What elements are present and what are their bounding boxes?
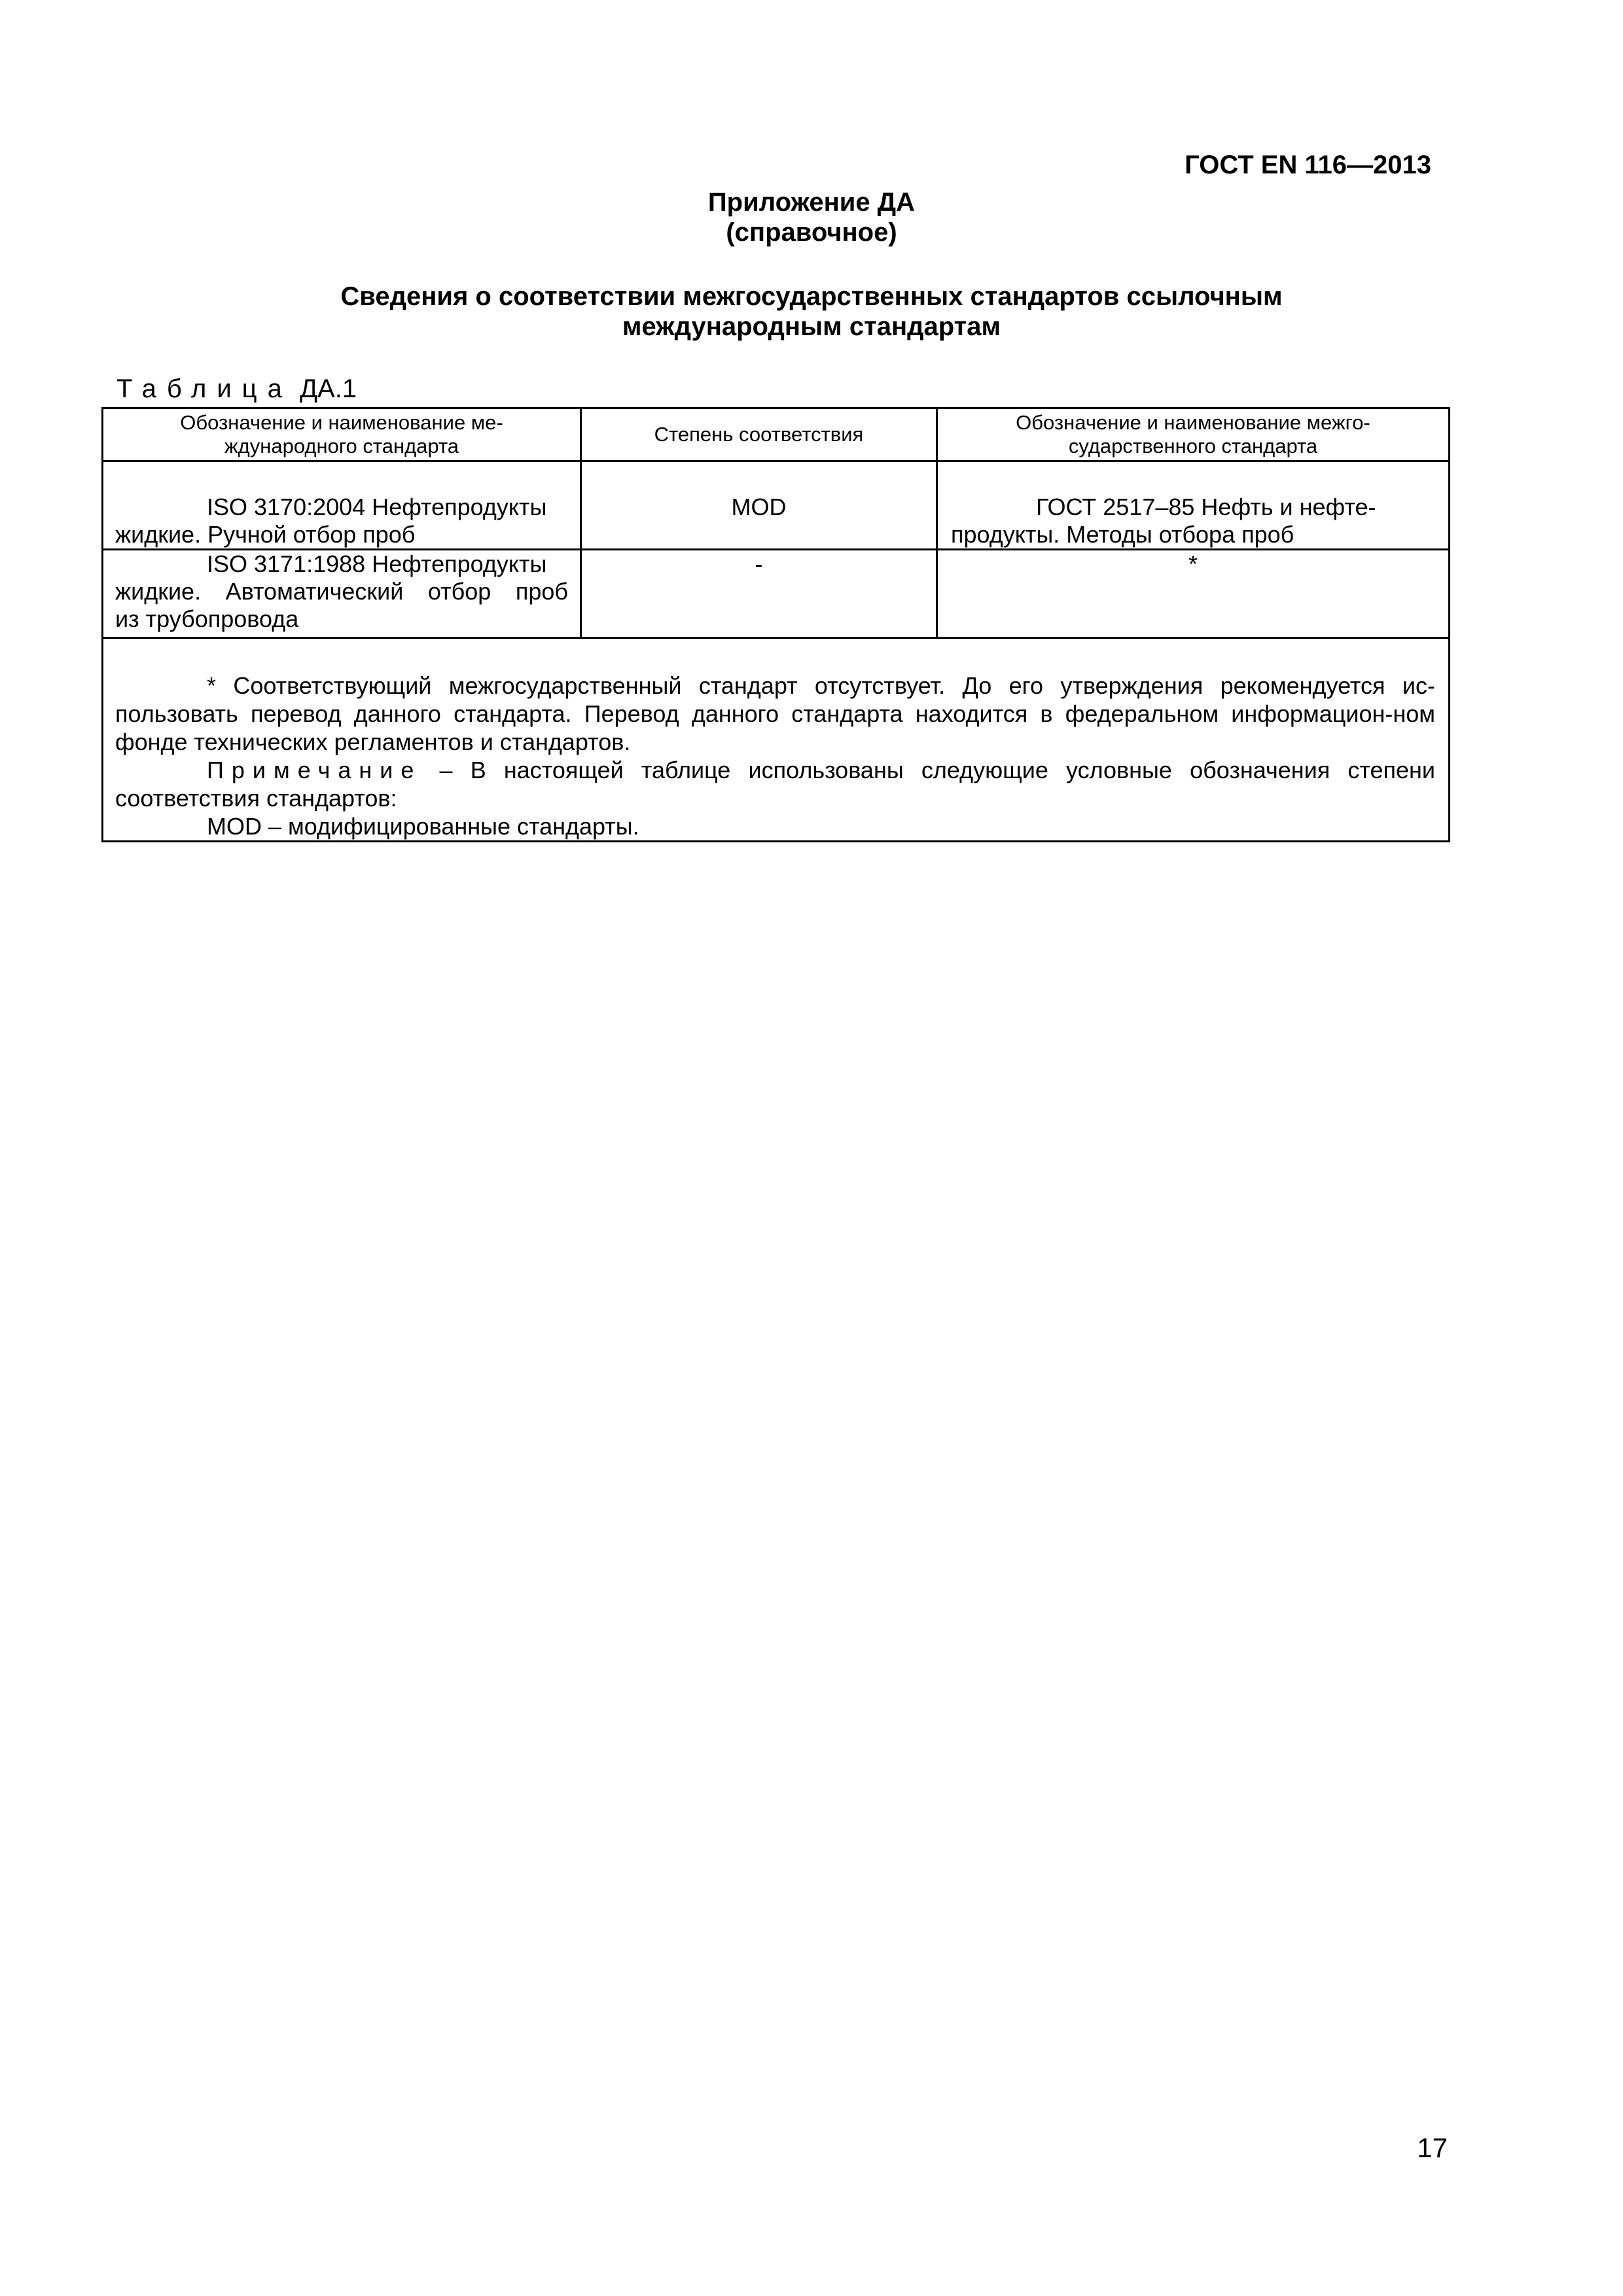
table-row	[103, 550, 1450, 638]
row2-intl-line-1: ISO 3171:1988 Нефтепродукты	[207, 550, 547, 577]
header-col1-line-2: ждународного стандарта	[224, 435, 459, 457]
header-col3-line-2: сударственного стандарта	[1068, 435, 1318, 457]
row1-intl-line-2: жидкие. Ручной отбор проб	[115, 521, 416, 548]
note-word: Примечание	[207, 757, 422, 783]
header-degree	[581, 408, 937, 461]
note-paragraph	[115, 756, 1435, 812]
table-header-row	[103, 408, 1450, 461]
row1-interstate	[937, 461, 1450, 550]
row2-intl-line-3: из трубопровода	[115, 605, 299, 632]
header-col3-line-1: Обозначение и наименование межго-	[1016, 411, 1370, 434]
header-col1-line-1: Обозначение и наименование ме-	[180, 411, 503, 434]
row2-degree	[581, 550, 937, 638]
note-text: – В настоящей таблице использованы следующие условные обозначения степени соответствия стандартов:	[115, 757, 1435, 812]
row1-degree	[581, 461, 937, 550]
appendix-title: Приложение ДА	[707, 188, 916, 217]
row2-intl-line-2: жидкие. Автоматический отбор проб	[115, 578, 568, 605]
table-caption	[116, 374, 357, 404]
row1-interstate-line-1: ГОСТ 2517–85 Нефть и нефте-	[1036, 493, 1376, 520]
row1-intl-line-1: ISO 3170:2004 Нефтепродукты	[207, 493, 547, 520]
document-code: ГОСТ EN 116—2013	[1185, 151, 1431, 179]
row1-international	[103, 461, 581, 550]
page-number: 17	[1417, 2132, 1448, 2163]
appendix-heading-line-2: международным стандартам	[622, 312, 1001, 341]
appendix-heading-line-1: Сведения о соответствии межгосударственных стандартов ссылочным	[340, 282, 1283, 311]
table-footnote-row	[103, 638, 1450, 842]
table-caption-number: ДА.1	[299, 374, 357, 403]
header-interstate-standard	[937, 408, 1450, 461]
header-col2-text: Степень соответствия	[654, 423, 864, 446]
row1-interstate-line-2: продукты. Методы отбора проб	[951, 521, 1294, 548]
row1-degree-text: MOD	[731, 493, 787, 520]
table-caption-word: Таблица	[116, 374, 293, 403]
mod-definition: MOD – модифицированные стандарты.	[207, 813, 639, 840]
header-international-standard	[103, 408, 581, 461]
table-footnote	[103, 638, 1450, 842]
row2-interstate-text: *	[1188, 550, 1198, 577]
appendix-subtitle: (справочное)	[726, 218, 897, 247]
appendix-heading	[196, 281, 1427, 342]
correspondence-table	[101, 407, 1450, 842]
row2-degree-text: -	[755, 550, 763, 577]
row2-international	[103, 550, 581, 638]
row2-interstate	[937, 550, 1450, 638]
footnote-text: * Соответствующий межгосударственный стандарт отсутствует. До его утверждения рекомендуется ис-пользовать перевод данного стандарта. Перевод данного стандарта находится в федеральном информацион-ном фонде технических регламентов и стандартов.	[115, 672, 1435, 755]
table-row	[103, 461, 1450, 550]
